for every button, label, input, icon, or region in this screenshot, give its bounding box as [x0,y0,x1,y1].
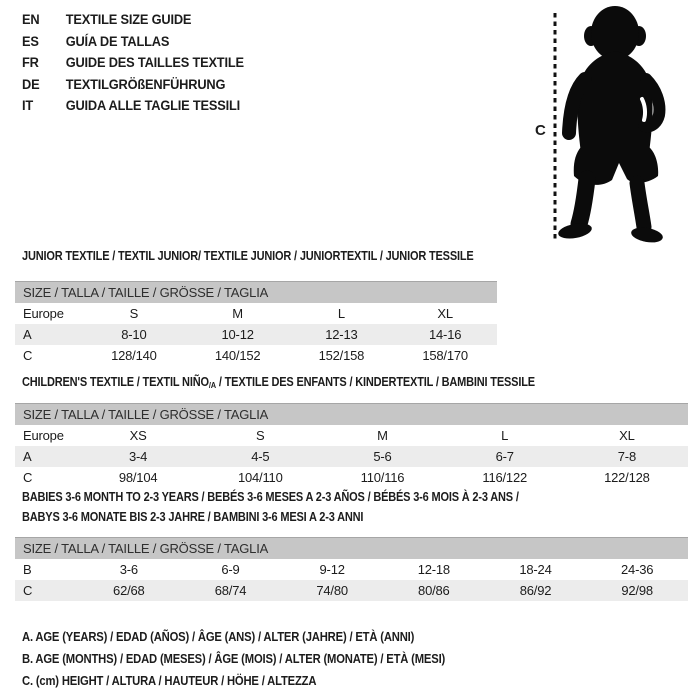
table-row-height [15,345,497,366]
babies-size-table [15,537,688,601]
toddler-silhouette-icon [525,3,700,248]
babies-section-title [22,487,519,527]
children-title-main: CHILDREN'S TEXTILE / TEXTIL NIÑO [22,375,209,389]
age-cell: 12-18 [417,562,450,577]
row-label: C [23,348,33,363]
language-label: TEXTILE SIZE GUIDE [65,12,192,27]
table-row-europe [15,425,688,446]
language-code: EN [22,12,40,27]
language-label: GUÍA DE TALLAS [65,33,170,49]
age-cell: 5-6 [373,449,392,464]
size-cell: L [337,306,345,321]
size-header-text: SIZE / TALLA / TAILLE / GRÖSSE / TAGLIA [23,407,269,422]
height-cell: 92/98 [621,583,653,598]
table-row-age [15,446,688,467]
row-label: Europe [23,428,64,443]
note-age-years: A. AGE (YEARS) / EDAD (AÑOS) / ÂGE (ANS) / ALTER (JAHRE) / ETÀ (ANNI) [22,630,415,644]
age-cell: 3-6 [119,562,138,577]
children-section-title [22,375,535,390]
height-cell: 62/68 [113,583,145,598]
height-cell: 74/80 [316,583,348,598]
size-header-band [15,537,688,559]
height-figure [525,3,700,248]
language-row [22,9,244,31]
height-cell: 110/116 [360,470,405,485]
babies-title-line1: BABIES 3-6 MONTH TO 2-3 YEARS / BEBÉS 3-6 MESES A 2-3 AÑOS / BÉBÉS 3-6 MOIS À 2-3 ANS / [22,490,519,504]
language-code: FR [22,55,39,71]
language-row [22,74,244,96]
height-cell: 86/92 [519,583,552,598]
height-cell: 140/152 [214,348,261,363]
table-row-age [15,324,497,345]
children-size-table [15,403,688,488]
height-measure-label: C [535,122,546,139]
language-row [22,95,244,117]
height-cell: 152/158 [318,348,365,363]
age-cell: 4-5 [251,449,270,464]
height-cell: 68/74 [214,583,247,598]
children-title-rest: / TEXTILE DES ENFANTS / KINDERTEXTIL / BAMBINI TESSILE [215,375,535,389]
note-height-cm: C. (cm) HEIGHT / ALTURA / HAUTEUR / HÖHE / ALTEZZA [22,674,317,688]
language-label: GUIDA ALLE TAGLIE TESSILI [65,98,241,114]
row-label: Europe [23,306,64,321]
row-label: C [23,470,33,485]
age-cell: 6-7 [495,449,514,464]
size-cell: S [129,306,139,321]
row-label: C [23,583,33,598]
age-cell: 6-9 [221,562,240,577]
language-row [22,31,244,53]
height-cell: 128/140 [111,348,157,363]
table-row-height [15,580,688,601]
age-cell: 9-12 [319,562,345,577]
age-cell: 8-10 [121,327,147,342]
language-list [22,9,244,117]
size-cell: S [256,428,265,443]
table-row-height [15,467,688,488]
size-cell: L [501,428,509,443]
size-cell: M [232,306,243,321]
height-cell: 98/104 [118,470,158,485]
age-cell: 7-8 [617,449,636,464]
row-label: A [23,449,32,464]
row-label: B [23,562,32,577]
language-code: DE [22,76,40,92]
size-cell: XS [129,428,147,443]
table-row-age-months [15,559,688,580]
language-row [22,52,244,74]
height-cell: 122/128 [604,470,650,485]
language-label: GUIDE DES TAILLES TEXTILE [65,55,244,71]
children-title-sub: /A [208,380,216,390]
age-cell: 24-36 [621,562,654,577]
junior-size-table [15,281,497,366]
size-cell: XL [437,306,453,321]
age-cell: 18-24 [519,562,552,577]
note-age-months: B. AGE (MONTHS) / EDAD (MESES) / ÂGE (MOIS) / ALTER (MONATE) / ETÀ (MESI) [22,652,446,666]
size-header-band [15,281,497,303]
height-cell: 158/170 [422,348,468,363]
height-cell: 80/86 [418,583,450,598]
height-cell: 104/110 [237,470,283,485]
size-cell: M [377,428,388,443]
language-code: IT [22,98,34,114]
size-header-band [15,403,688,425]
table-row-europe [15,303,497,324]
height-cell: 116/122 [482,470,528,485]
row-label: A [23,327,32,342]
size-cell: XL [619,428,635,443]
age-cell: 12-13 [325,327,358,342]
language-code: ES [22,33,39,49]
language-label: TEXTILGRÖßENFÜHRUNG [65,76,226,92]
age-cell: 14-16 [429,327,462,342]
size-header-text: SIZE / TALLA / TAILLE / GRÖSSE / TAGLIA [23,285,269,300]
age-cell: 10-12 [221,327,254,342]
legend-notes [22,626,445,692]
junior-section-title: JUNIOR TEXTILE / TEXTIL JUNIOR/ TEXTILE JUNIOR / JUNIORTEXTIL / JUNIOR TESSILE [22,249,474,263]
size-header-text: SIZE / TALLA / TAILLE / GRÖSSE / TAGLIA [23,541,269,556]
age-cell: 3-4 [128,449,148,464]
babies-title-line2: BABYS 3-6 MONATE BIS 2-3 JAHRE / BAMBINI 3-6 MESI A 2-3 ANNI [22,510,364,524]
